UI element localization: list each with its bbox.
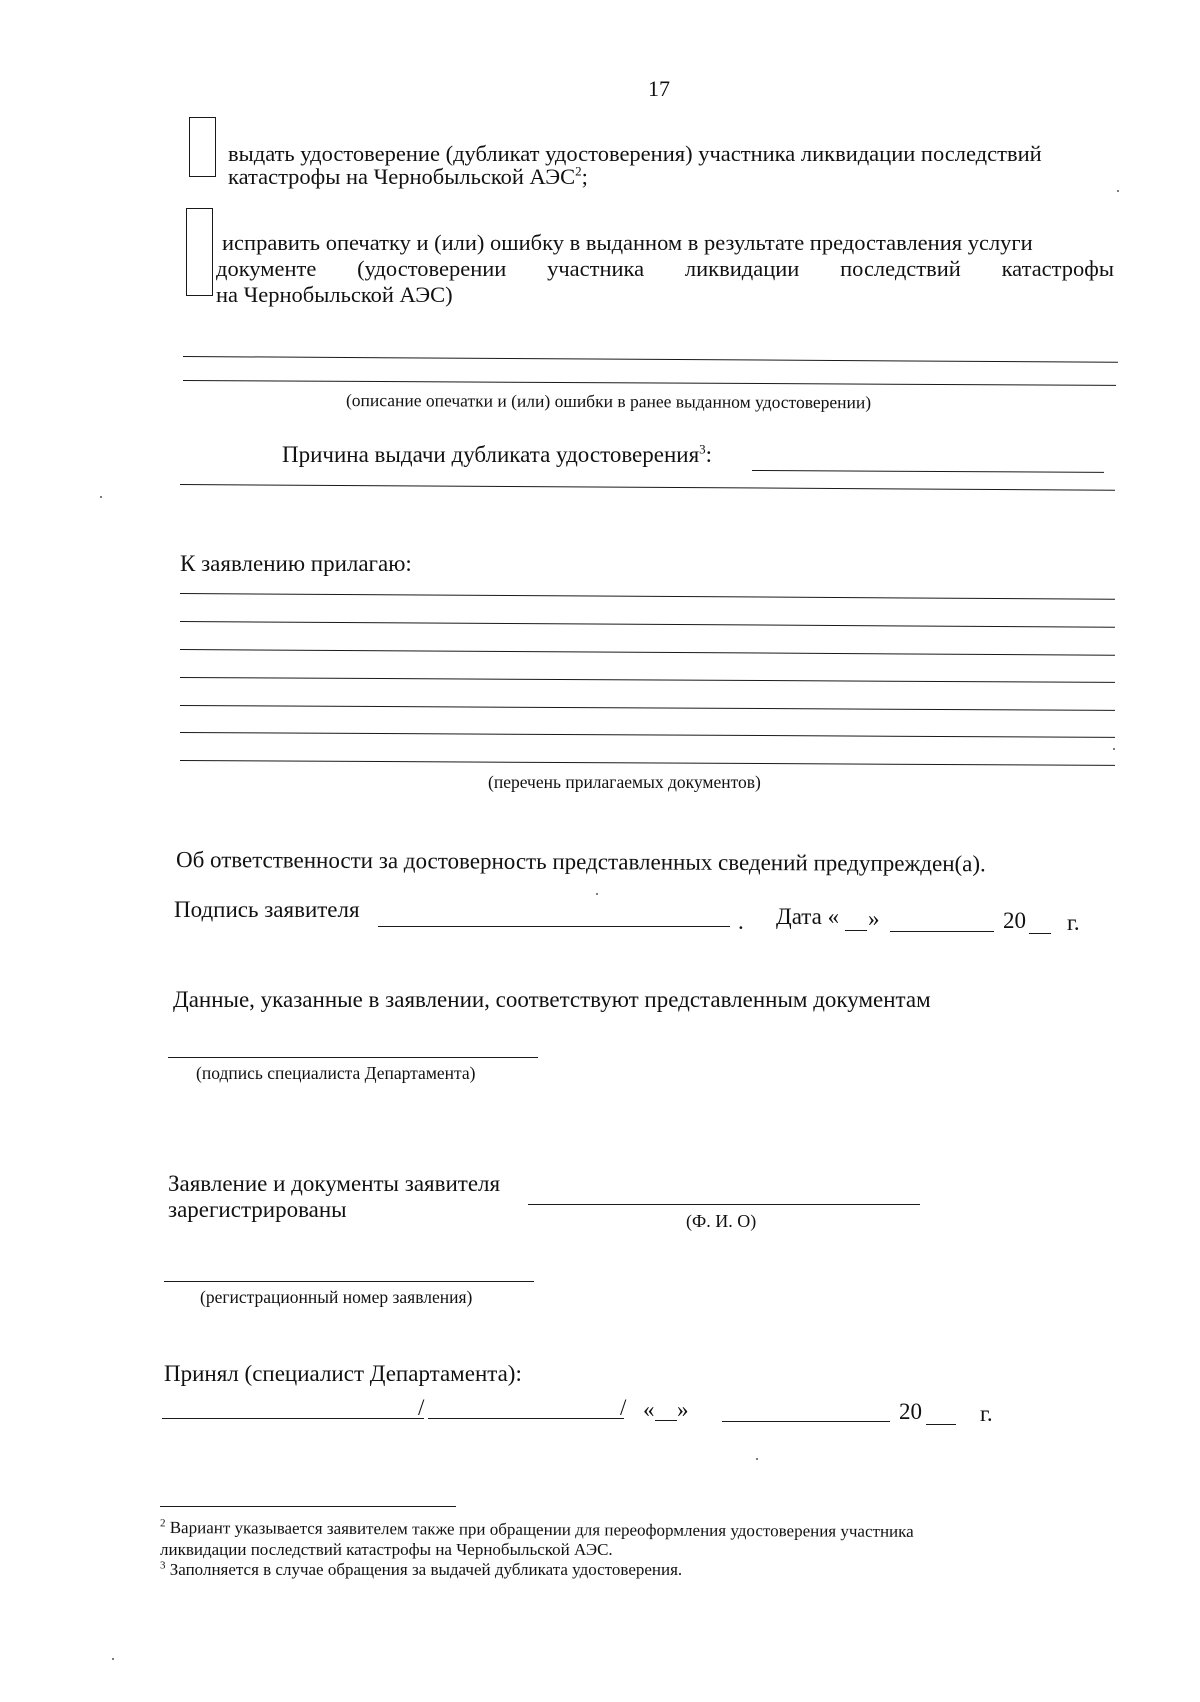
signature-period: . (738, 909, 744, 934)
option-correction-line3: на Чернобыльской АЭС) (216, 282, 453, 307)
scan-speck (596, 893, 598, 895)
attachment-line-7[interactable] (180, 760, 1115, 766)
duplicate-reason-field[interactable] (752, 470, 1104, 473)
scan-speck (1117, 190, 1119, 192)
footnote-3-mark: 3 (160, 1559, 166, 1572)
accepted-date-close: » (677, 1397, 689, 1422)
scan-speck (756, 1458, 758, 1460)
accepted-year-prefix: 20 (899, 1399, 922, 1424)
option-correction-line2 (216, 258, 1114, 281)
registration-fio-caption: (Ф. И. О) (686, 1211, 757, 1231)
accepted-name-field[interactable] (428, 1418, 624, 1419)
registration-number-field[interactable] (164, 1281, 534, 1282)
option-duplicate-end: ; (581, 164, 588, 189)
footnote-2-mark: 2 (159, 1517, 166, 1530)
data-match-statement: Данные, указанные в заявлении, соответствуют представленным документам (173, 987, 931, 1012)
scan-speck (112, 1658, 114, 1660)
attachments-caption: (перечень прилагаемых документов) (488, 772, 761, 792)
accepted-slash-1: / (418, 1395, 425, 1420)
registration-fio-field[interactable] (528, 1204, 920, 1205)
accepted-year-field[interactable] (926, 1424, 956, 1425)
attachment-line-6[interactable] (180, 732, 1115, 738)
accepted-signature-field[interactable] (162, 1418, 424, 1419)
duplicate-reason-line-2[interactable] (180, 484, 1115, 491)
date-month-field[interactable] (890, 931, 994, 932)
specialist-signature-caption: (подпись специалиста Департамента) (196, 1063, 476, 1083)
accepted-year-suffix: г. (980, 1401, 993, 1426)
checkbox-duplicate[interactable] (189, 117, 216, 177)
footnote-2-line1 (160, 1519, 914, 1540)
footnote-separator (160, 1506, 456, 1507)
duplicate-reason-text: Причина выдачи дубликата удостоверения (282, 442, 700, 467)
error-description-caption: (описание опечатки и (или) ошибки в ранее выданном удостоверении) (345, 390, 872, 413)
registration-line2: зарегистрированы (168, 1197, 347, 1222)
option-duplicate-line2 (228, 163, 588, 189)
date-label: Дата « (776, 904, 840, 929)
scan-speck (1113, 748, 1115, 750)
specialist-signature-field[interactable] (168, 1057, 538, 1058)
date-year-prefix: 20 (1003, 908, 1026, 933)
error-description-line-2[interactable] (183, 380, 1116, 386)
responsibility-statement: Об ответственности за достоверность представленных сведений предупрежден(а). (175, 847, 986, 877)
accepted-day-field[interactable] (655, 1420, 677, 1421)
word: участника (547, 256, 645, 281)
footnote-2-text-1: Вариант указывается заявителем также при обращении для переоформления удостоверения участника (169, 1518, 914, 1541)
footnote-2-line2: ликвидации последствий катастрофы на Чернобыльской АЭС. (160, 1540, 613, 1559)
word: катастрофы (1001, 256, 1114, 281)
option-duplicate-line2-text: катастрофы на Чернобыльской АЭС (228, 164, 576, 189)
error-description-line-1[interactable] (183, 356, 1118, 363)
applicant-signature-field[interactable] (378, 926, 730, 927)
word: (удостоверении (357, 256, 507, 281)
attachment-line-2[interactable] (180, 621, 1115, 628)
scan-speck (100, 496, 102, 498)
footnote-ref-3: 3 (699, 441, 706, 457)
attachments-label: К заявлению прилагаю: (180, 551, 412, 576)
registration-number-caption: (регистрационный номер заявления) (200, 1287, 473, 1307)
word: документе (216, 256, 317, 281)
signature-label: Подпись заявителя (174, 897, 360, 922)
attachment-line-4[interactable] (180, 677, 1115, 683)
checkbox-correction[interactable] (186, 208, 213, 296)
footnote-3-text: Заполняется в случае обращения за выдачей дубликата удостоверения. (169, 1560, 683, 1579)
attachment-line-5[interactable] (180, 705, 1115, 711)
attachment-line-3[interactable] (180, 649, 1115, 656)
date-year-suffix: г. (1067, 910, 1080, 935)
duplicate-reason-colon: : (705, 442, 713, 467)
registration-line1: Заявление и документы заявителя (168, 1171, 501, 1196)
option-duplicate-line1: выдать удостоверение (дубликат удостоверения) участника ликвидации последствий (228, 141, 1042, 166)
duplicate-reason-label (282, 443, 712, 466)
accepted-label: Принял (специалист Департамента): (164, 1361, 522, 1386)
accepted-slash-2: / (620, 1395, 627, 1420)
word: ликвидации (684, 256, 800, 281)
attachment-line-1[interactable] (180, 593, 1115, 600)
word: последствий (840, 256, 961, 281)
date-day-field[interactable] (845, 930, 867, 931)
accepted-date-open: « (643, 1397, 655, 1422)
accepted-month-field[interactable] (722, 1421, 890, 1422)
option-correction-line1: исправить опечатку и (или) ошибку в выданном в результате предоставления услуги (222, 230, 1033, 255)
page-number: 17 (648, 76, 670, 101)
date-close-quote: » (868, 906, 880, 931)
date-year-field[interactable] (1029, 933, 1051, 934)
footnote-3-line (160, 1561, 682, 1578)
footnote-ref-2: 2 (575, 163, 582, 179)
